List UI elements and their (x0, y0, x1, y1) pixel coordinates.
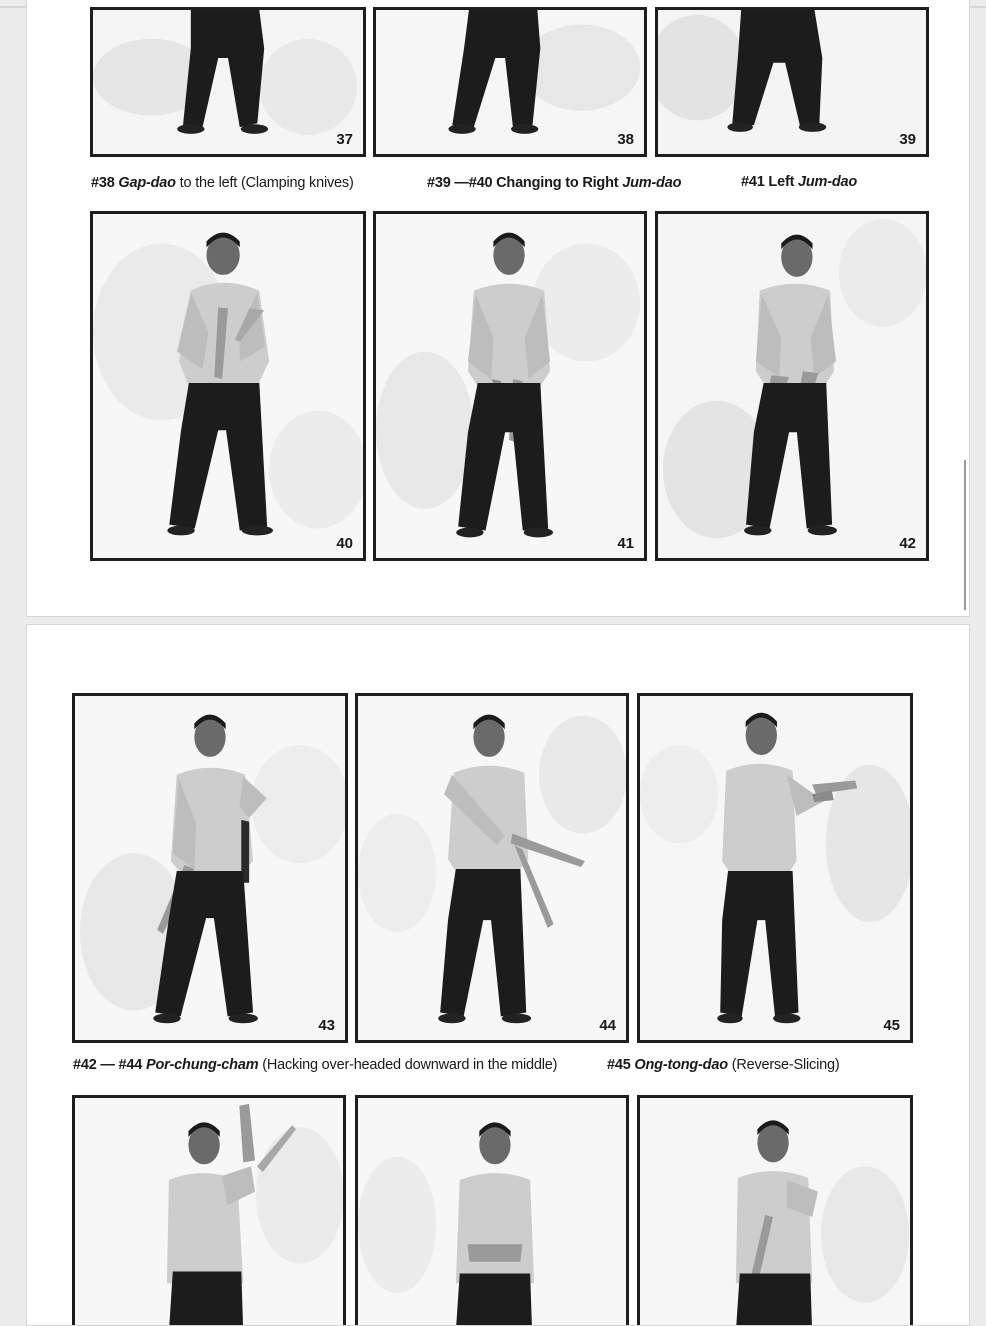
photo-42-image (658, 214, 926, 558)
document-page-1 (26, 0, 970, 617)
photo-37-image (93, 10, 363, 154)
caption-prefix: #41 Left (741, 174, 799, 190)
caption-gap-dao (91, 175, 354, 191)
document-page-2 (26, 624, 970, 1326)
caption-ong-tong-dao (607, 1057, 839, 1073)
caption-prefix: #39 —#40 Changing to Right (427, 175, 623, 191)
photo-47-image (358, 1098, 626, 1326)
photo-number: 42 (899, 535, 916, 552)
photo-37 (90, 7, 366, 157)
caption-term: Ong-tong-dao (634, 1057, 728, 1073)
caption-prefix: #45 (607, 1057, 635, 1073)
photo-40 (90, 211, 366, 561)
photo-number: 40 (336, 535, 353, 552)
photo-number: 38 (617, 131, 634, 148)
caption-suffix: (Reverse-Slicing) (727, 1057, 840, 1073)
caption-left-jum-dao (741, 174, 857, 190)
photo-number: 37 (336, 131, 353, 148)
photo-43 (72, 693, 348, 1043)
photo-number: 43 (318, 1017, 335, 1034)
photo-44 (355, 693, 629, 1043)
caption-changing-right-jum-dao (427, 175, 681, 191)
caption-term: Jum-dao (798, 174, 858, 190)
photo-45 (637, 693, 913, 1043)
photo-47 (355, 1095, 629, 1326)
scrollbar-thumb[interactable] (964, 460, 966, 610)
photo-41-image (376, 214, 644, 558)
caption-suffix: (Hacking over-headed downward in the middle) (258, 1057, 558, 1073)
caption-term: Jum-dao (622, 175, 682, 191)
photo-48-image (640, 1098, 910, 1326)
photo-43-image (75, 696, 345, 1040)
photo-46 (72, 1095, 346, 1326)
photo-46-image (75, 1098, 343, 1326)
photo-48 (637, 1095, 913, 1326)
photo-39 (655, 7, 929, 157)
photo-39-image (658, 10, 926, 154)
photo-number: 44 (599, 1017, 616, 1034)
photo-45-image (640, 696, 910, 1040)
photo-44-image (358, 696, 626, 1040)
photo-number: 41 (617, 535, 634, 552)
caption-prefix: #38 (91, 175, 119, 191)
caption-term: Gap-dao (118, 175, 176, 191)
photo-number: 45 (883, 1017, 900, 1034)
caption-suffix: to the left (Clamping knives) (175, 175, 354, 191)
photo-41 (373, 211, 647, 561)
photo-38 (373, 7, 647, 157)
photo-number: 39 (899, 131, 916, 148)
caption-por-chung-cham (73, 1057, 557, 1073)
photo-40-image (93, 214, 363, 558)
caption-term: Por-chung-cham (145, 1057, 259, 1073)
photo-42 (655, 211, 929, 561)
photo-38-image (376, 10, 644, 154)
caption-prefix: #42 — #44 (73, 1057, 146, 1073)
